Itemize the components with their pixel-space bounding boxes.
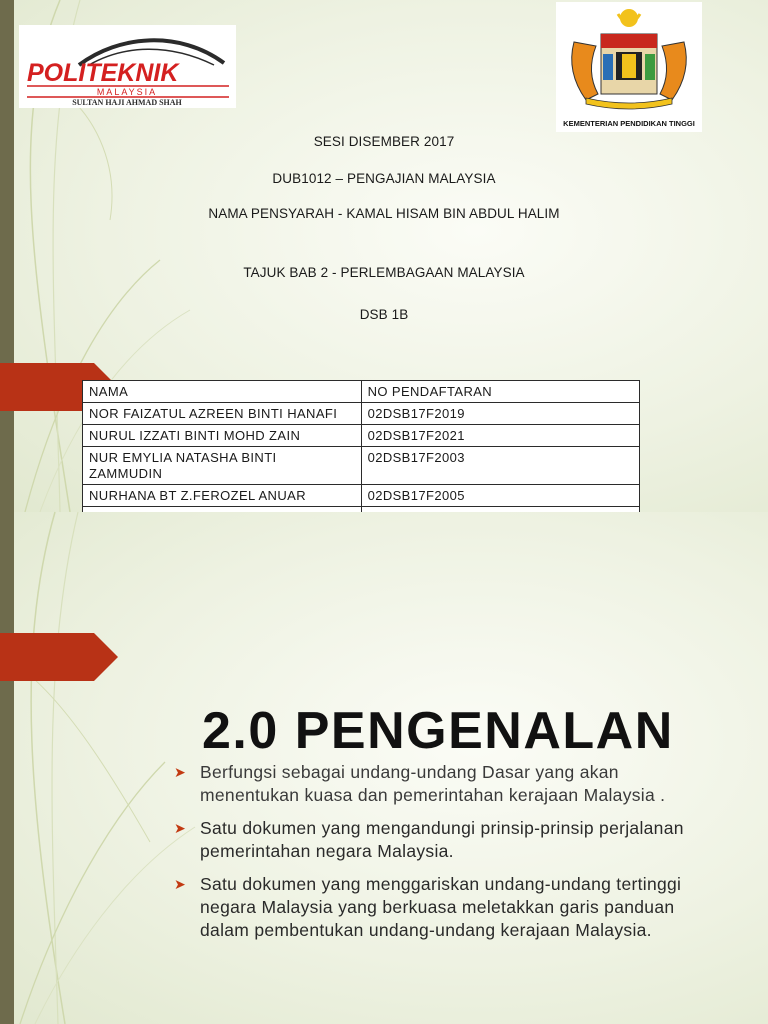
bullet-list <box>174 761 714 952</box>
arrow-bullet-icon: ➤ <box>174 820 187 836</box>
registration-number-cell: 02DSB17F2005 <box>361 485 639 507</box>
table-row <box>83 425 640 447</box>
registration-number-cell: 02DSB17F2021 <box>361 425 639 447</box>
arrow-bullet-icon: ➤ <box>174 876 187 892</box>
course-line: DUB1012 – PENGAJIAN MALAYSIA <box>272 171 496 186</box>
coat-of-arms-icon <box>556 2 702 132</box>
table-row <box>83 403 640 425</box>
bullet-text: Berfungsi sebagai undang-undang Dasar yang akan menentukan kuasa dan pemerintahan kerajaan Malaysia . <box>200 762 666 805</box>
red-tab-marker <box>0 633 118 681</box>
class-line: DSB 1B <box>359 307 409 322</box>
politeknik-logo-name: POLITEKNIK <box>27 59 179 87</box>
student-name-cell: NURHANA BT Z.FEROZEL ANUAR <box>83 485 362 507</box>
lecturer-line: NAMA PENSYARAH - KAMAL HISAM BIN ABDUL HALIM <box>208 206 560 221</box>
list-item <box>174 873 714 942</box>
registration-number-cell: 02DSB17F2019 <box>361 403 639 425</box>
student-name-cell: NOR FAIZATUL AZREEN BINTI HANAFI <box>83 403 362 425</box>
table-header-cell: NO PENDAFTARAN <box>361 381 639 403</box>
slide-2 <box>0 512 768 1024</box>
session-line: SESI DISEMBER 2017 <box>313 134 455 149</box>
politeknik-logo <box>19 25 236 108</box>
politeknik-logo-sub: MALAYSIA <box>96 87 158 97</box>
student-name-cell: NUR EMYLIA NATASHA BINTI ZAMMUDIN <box>83 447 362 485</box>
student-name-cell: NURUL IZZATI BINTI MOHD ZAIN <box>83 425 362 447</box>
table-header-cell: NAMA <box>83 381 362 403</box>
decorative-curves <box>0 512 200 1024</box>
politeknik-logo-graphic <box>19 25 236 108</box>
list-item <box>174 817 714 863</box>
bullet-text: Satu dokumen yang menggariskan undang-undang tertinggi negara Malaysia yang berkuasa meletakkan garis panduan dalam pembentukan undang-undang kerajaan Malaysia. <box>200 874 682 940</box>
politeknik-logo-caption: SULTAN HAJI AHMAD SHAH <box>72 98 182 107</box>
table-row <box>83 447 640 485</box>
list-item <box>174 761 714 807</box>
bullet-text: Satu dokumen yang mengandungi prinsip-prinsip perjalanan pemerintahan negara Malaysia. <box>200 818 684 861</box>
kementerian-crest-logo <box>556 2 702 132</box>
arrow-bullet-icon: ➤ <box>174 764 187 780</box>
topic-line: TAJUK BAB 2 - PERLEMBAGAAN MALAYSIA <box>243 265 525 280</box>
table-header-row <box>83 381 640 403</box>
registration-number-cell: 02DSB17F2003 <box>361 447 639 485</box>
table-row <box>83 485 640 507</box>
crest-caption: KEMENTERIAN PENDIDIKAN TINGGI <box>563 119 695 128</box>
section-title: 2.0 PENGENALAN <box>202 702 674 760</box>
